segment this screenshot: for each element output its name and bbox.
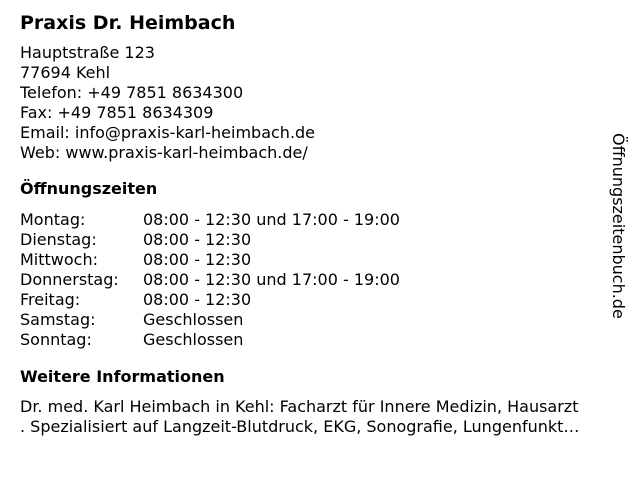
- time-value: 08:00 - 12:30 und 17:00 - 19:00: [143, 270, 400, 289]
- day-label: Donnerstag:: [20, 270, 119, 289]
- hours-row-sunday: [20, 330, 614, 350]
- practice-card: [20, 11, 614, 437]
- fax-number: Fax: +49 7851 8634309: [20, 103, 214, 122]
- practice-name: Praxis Dr. Heimbach: [20, 12, 236, 34]
- hours-row-friday: [20, 290, 614, 310]
- day-label: Montag:: [20, 210, 86, 229]
- brand-watermark: Öffnungszeitenbuch.de: [609, 133, 628, 319]
- day-label: Samstag:: [20, 310, 96, 329]
- hours-row-thursday: [20, 270, 614, 290]
- opening-hours-heading: Öffnungszeiten: [20, 179, 158, 198]
- day-label: Dienstag:: [20, 230, 97, 249]
- time-value: 08:00 - 12:30: [143, 250, 252, 269]
- address-city: 77694 Kehl: [20, 63, 111, 82]
- time-value: Geschlossen: [143, 330, 244, 349]
- hours-row-wednesday: [20, 250, 614, 270]
- info-line: . Spezialisiert auf Langzeit-Blutdruck, EKG, Sonografie, Lungenfunkt…: [20, 417, 580, 436]
- time-value: 08:00 - 12:30: [143, 230, 252, 249]
- phone-number: Telefon: +49 7851 8634300: [20, 83, 244, 102]
- contact-details: [20, 43, 614, 163]
- opening-hours-table: [20, 210, 614, 350]
- email-address: Email: info@praxis-karl-heimbach.de: [20, 123, 316, 142]
- address-street: Hauptstraße 123: [20, 43, 155, 62]
- hours-row-saturday: [20, 310, 614, 330]
- info-line: Dr. med. Karl Heimbach in Kehl: Facharzt für Innere Medizin, Hausarzt: [20, 397, 579, 416]
- hours-row-tuesday: [20, 230, 614, 250]
- day-label: Mittwoch:: [20, 250, 98, 269]
- day-label: Freitag:: [20, 290, 81, 309]
- more-info-text: [20, 397, 614, 437]
- time-value: Geschlossen: [143, 310, 244, 329]
- time-value: 08:00 - 12:30 und 17:00 - 19:00: [143, 210, 400, 229]
- hours-row-monday: [20, 210, 614, 230]
- time-value: 08:00 - 12:30: [143, 290, 252, 309]
- day-label: Sonntag:: [20, 330, 92, 349]
- more-info-heading: Weitere Informationen: [20, 367, 225, 386]
- website-address: Web: www.praxis-karl-heimbach.de/: [20, 143, 308, 162]
